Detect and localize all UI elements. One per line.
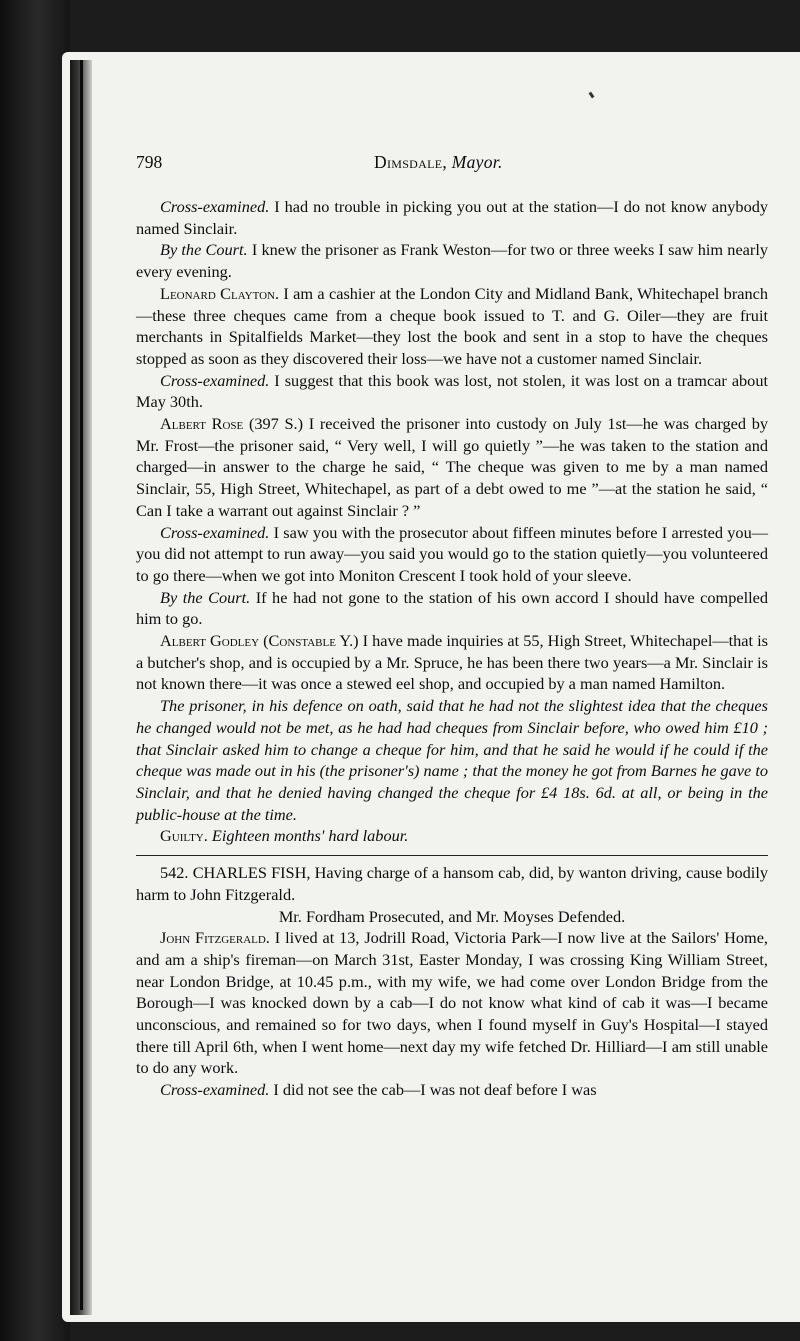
book-edge [0, 0, 70, 1341]
paragraph: Cross-examined. I had no trouble in picking you out at the station—I do not know anybody named Sinclair. [136, 197, 768, 238]
paragraph: Cross-examined. I suggest that this book was lost, not stolen, it was lost on a tramcar about May 30th. [136, 370, 768, 412]
paragraph: Albert Rose (397 S.) I received the prisoner into custody on July 1st—he was charged by Mr. Frost—the prisoner said, “ Very well, I will go quietly ”—he was taken to the station and charged—in answer to the charge he said, “ The cheque was given to me by a man named Sinclair, 55, High Street, Whitechapel, as part of a debt owed to me ”—at the station he said, “ Can I take a warrant out against Sinclair ? ” [136, 414, 768, 520]
page-text [136, 152, 768, 1101]
paragraph: Cross-examined. I saw you with the prosecutor about fiffeen minutes before I arrested you—you did not attempt to run away—you said you would go to the station quietly—you volunteered to go there—when we got into Moniton Crescent I took hold of your sleeve. [136, 522, 768, 585]
running-head [136, 152, 768, 182]
paragraph: By the Court. I knew the prisoner as Frank Weston—for two or three weeks I saw him nearly every evening. [136, 240, 768, 282]
verdict: Guilty. Eighteen months' hard labour. [160, 826, 409, 846]
case-heading: 542. CHARLES FISH, Having charge of a hansom cab, did, by wanton driving, cause bodily harm to John Fitzgerald. [136, 863, 768, 904]
case-separator [136, 855, 768, 856]
gutter-rule [80, 60, 83, 1310]
running-title-name: Dimsdale, [374, 152, 448, 172]
page-number: 798 [136, 152, 163, 172]
paragraph: Leonard Clayton. I am a cashier at the London City and Midland Bank, Whitechapel branch—these three cheques came from a cheque book issued to T. and G. Oiler—they are fruit merchants in Spitalfields Market—they lost the book and sent in a stop to have the cheques stopped as soon as they discovered their loss—we have not a customer named Sinclair. [136, 283, 768, 368]
paragraph: Cross-examined. I did not see the cab—I was not deaf before I was [160, 1080, 597, 1100]
running-title-role: Mayor. [451, 152, 503, 172]
paragraph: John Fitzgerald. I lived at 13, Jodrill Road, Victoria Park—I now live at the Sailors' Home, and am a ship's fireman—on March 31st, Easter Monday, I was crossing King William Street, near London Bridge, at 10.45 p.m., with my wife, we had come over London Bridge from the Borough—I was knocked down by a cab—I do not know what kind of cab it was—I became unconscious, and remained so for two days, when I found myself in Guy's Hospital—I stayed there till April 6th, when I went home—next day my wife fetched Dr. Hilliard—I am still unable to do any work. [136, 928, 769, 1078]
running-title [374, 152, 503, 174]
paragraph: Albert Godley (Constable Y.) I have made inquiries at 55, High Street, Whitechapel—that is a butcher's shop, and is occupied by a Mr. Spruce, he has been there two years—a Mr. Sinclair is not known there—it was once a stewed eel shop, and occupied by a man named Hamilton. [136, 631, 768, 694]
counsel-line: Mr. Fordham Prosecuted, and Mr. Moyses Defended. [278, 906, 626, 926]
defence-statement: The prisoner, in his defence on oath, said that he had not the slightest idea that the cheques he changed would not be met, as he had had cheques from Sinclair before, who owed him £10 ; that Sinclair asked him to change a cheque for him, and that he said he would if he could if the cheque was made out in his (the prisoner's) name ; that the money he got from Barnes he gave to Sinclair, and that he denied having changed the cheque for £4 18s. 6d. at all, or being in the public-house at the time. [136, 696, 768, 824]
paragraph: By the Court. If he had not gone to the station of his own accord I should have compelled him to go. [136, 587, 768, 629]
